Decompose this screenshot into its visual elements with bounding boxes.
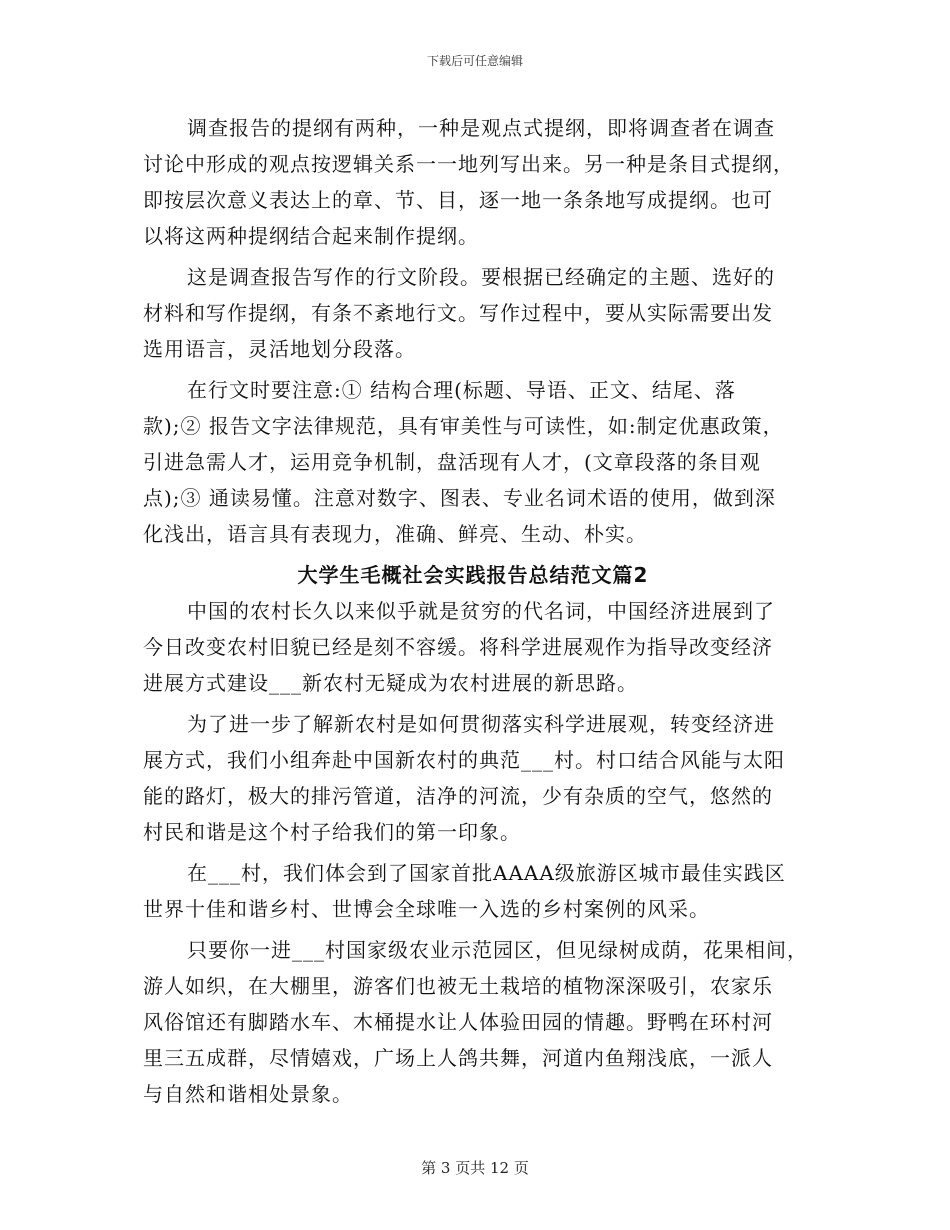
paragraph [143, 259, 803, 367]
paragraph-line: 里三五成群，尽情嬉戏，广场上人鸽共舞，河道内鱼翔浅底，一派人 [143, 1046, 773, 1070]
paragraph-line: 进展方式建设___新农村无疑成为农村进展的新思路。 [143, 671, 638, 695]
paragraph-line: 展方式，我们小组奔赴中国新农村的典范___村。村口结合风能与太阳 [143, 748, 785, 772]
paragraph-line: 与自然和谐相处景象。 [143, 1082, 353, 1106]
paragraph-line: 引进急需人才，运用竞争机制，盘活现有人才，(文章段落的条目观 [143, 450, 761, 474]
paragraph-line: 只要你一进___村国家级农业示范园区，但见绿树成荫，花果相间， [187, 938, 808, 962]
paragraph [143, 110, 803, 254]
paragraph-line: 调查报告的提纲有两种，一种是观点式提纲，即将调查者在调查 [187, 116, 775, 140]
paragraph-line: 材料和写作提纲，有条不紊地行文。写作过程中，要从实际需要出发 [143, 301, 773, 325]
paragraph-line: 世界十佳和谐乡村、世博会全球唯一入选的乡村案例的风采。 [143, 897, 710, 921]
paragraph-line: 点);③ 通读易懂。注意对数字、图表、专业名词术语的使用，做到深 [143, 486, 776, 510]
paragraph-line: 能的路灯，极大的排污管道，洁净的河流，少有杂质的空气，悠然的 [143, 784, 773, 808]
page-footer: 第 3 页共 12 页 [421, 1159, 529, 1177]
paragraph [143, 706, 803, 850]
paragraph-line: 游人如织，在大棚里，游客们也被无土栽培的植物深深吸引，农家乐 [143, 974, 773, 998]
paragraph-line: 选用语言，灵活地划分段落。 [143, 337, 416, 361]
paragraph-line: 这是调查报告写作的行文阶段。要根据已经确定的主题、选好的 [187, 265, 775, 289]
paragraph-line: 为了进一步了解新农村是如何贯彻落实科学进展观，转变经济进 [187, 712, 775, 736]
paragraph-line: 在___村，我们体会到了国家首批AAAA级旅游区城市最佳实践区 [187, 861, 786, 885]
paragraph-line: 化浅出，语言具有表现力，准确、鲜亮、生动、朴实。 [143, 522, 647, 546]
section-report-2 [143, 593, 808, 1112]
paragraph-line: 在行文时要注意:① 结构合理(标题、导语、正文、结尾、落 [187, 378, 736, 402]
section-title: 大学生毛概社会实践报告总结范文篇2 [297, 563, 649, 587]
page-header: 下载后可任意编辑 [426, 54, 523, 68]
paragraph-line: 即按层次意义表达上的章、节、目，逐一地一条条地写成提纲。也可 [143, 188, 773, 212]
paragraph [143, 855, 803, 927]
paragraph-line: 讨论中形成的观点按逻辑关系一一地列写出来。另一种是条目式提纲， [143, 152, 794, 176]
document-body [143, 110, 808, 1112]
paragraph-line: 村民和谐是这个村子给我们的第一印象。 [143, 820, 521, 844]
paragraph-line: 款);② 报告文字法律规范，具有审美性与可读性，如:制定优惠政策， [143, 414, 784, 438]
paragraph [143, 372, 803, 552]
paragraph-line: 今日改变农村旧貌已经是刻不容缓。将科学进展观作为指导改变经济 [143, 635, 773, 659]
paragraph-line: 风俗馆还有脚踏水车、木桶提水让人体验田园的情趣。野鸭在环村河 [143, 1010, 773, 1034]
paragraph-line: 以将这两种提纲结合起来制作提纲。 [143, 224, 479, 248]
paragraph [143, 932, 808, 1112]
section-intro [143, 110, 803, 552]
paragraph-line: 中国的农村长久以来似乎就是贫穷的代名词，中国经济进展到了 [187, 599, 775, 623]
paragraph [143, 593, 803, 701]
